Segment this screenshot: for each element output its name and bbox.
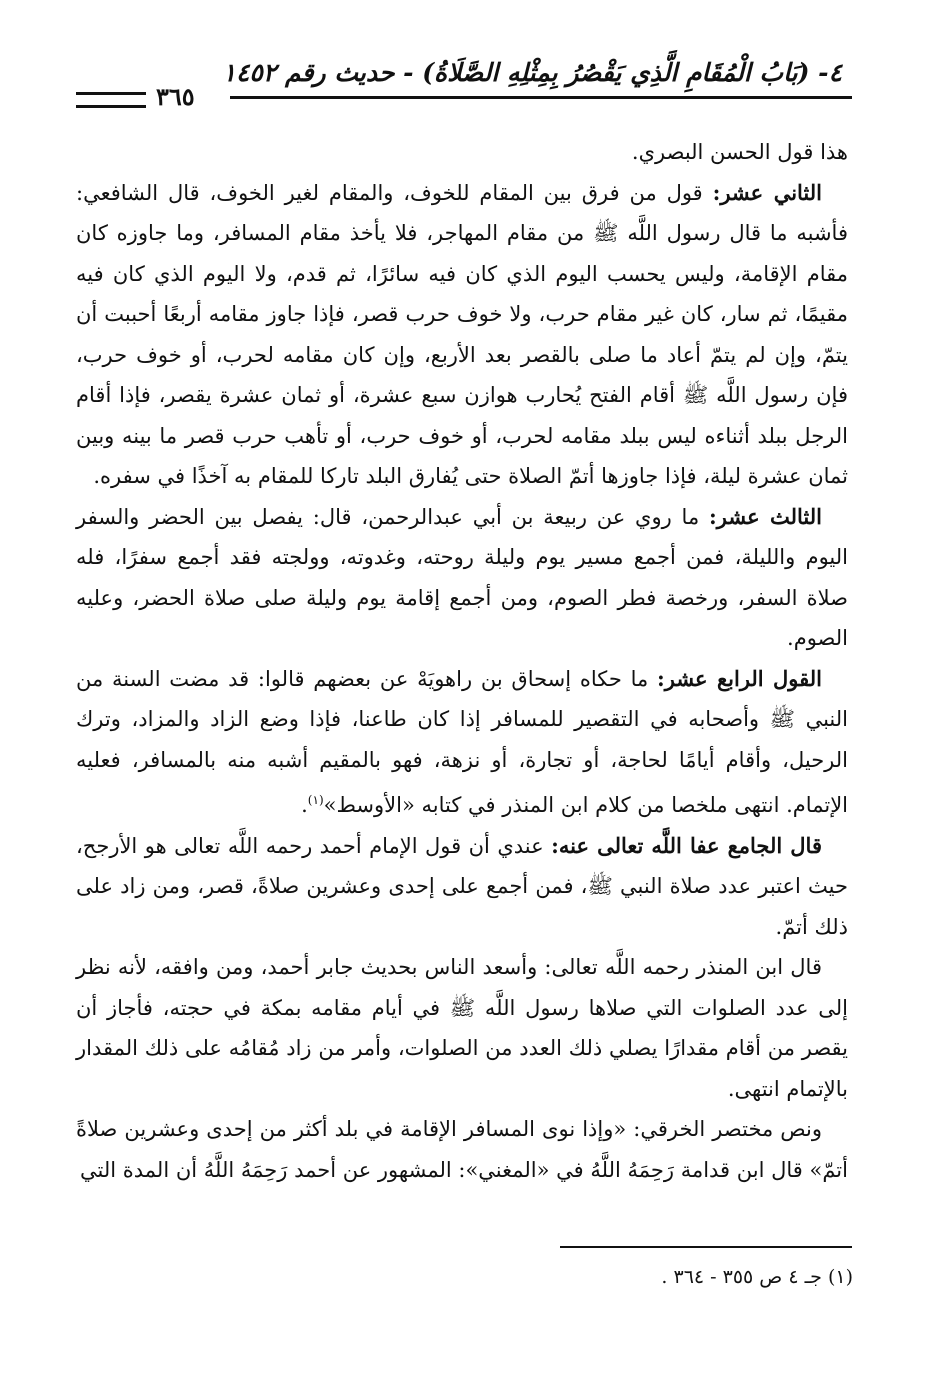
paragraph-text: ونص مختصر الخرقي: «وإذا نوى المسافر الإقامة في بلد أكثر من إحدى وعشرين صلاةً أتمّ» قال ابن قدامة رَحِمَهُ اللَّهُ في «المغني»: المشهور عن أحمد رَحِمَهُ اللَّهُ أن المدة التي — [76, 1117, 848, 1182]
page-header — [72, 52, 852, 112]
paragraph-label: قال الجامع عفا اللَّه تعالى عنه: — [551, 832, 822, 858]
paragraph-text: ما حكاه إسحاق بن راهويَهْ عن بعضهم قالوا: قد مضت السنة من النبي ﷺ وأصحابه في التقصير للمسافر إذا كان طاعنا، فإذا وضع الزاد والمزاد، وترك الرحيل، وأقام أيامًا لحاجة، أو تجارة، أو نزهة، فهو بالمقيم أشبه منه بالمسافر، فعليه الإتمام. انتهى ملخصا من كلام ابن المنذر في كتابه «الأوسط» — [76, 666, 848, 817]
paragraph — [76, 659, 848, 826]
page-number: ٣٦٥ — [156, 82, 195, 111]
paragraph-label: الثاني عشر: — [712, 179, 823, 205]
paragraph — [76, 173, 848, 497]
header-double-rule — [76, 92, 146, 108]
paragraph-text: عندي أن قول الإمام أحمد رحمه اللَّه تعالى هو الأرجح، حيث اعتبر عدد صلاة النبي ﷺ، فمن أجمع على إحدى وعشرين صلاةً، قصر، ومن زاد على ذلك أتمّ. — [76, 833, 848, 939]
paragraph-text: قول من فرق بين المقام للخوف، والمقام لغير الخوف، قال الشافعي: فأشبه ما قال رسول اللَّه ﷺ من مقام المهاجر، فلا يأخذ مقام المسافر، وما جاوزه كان مقام الإقامة، وليس يحسب اليوم الذي كان فيه سائرًا، ثم قدم، ولا اليوم الذي كان فيه مقيمًا، ثم سار، كان غير مقام حرب، ولا خوف حرب قصر، فإذا جاوز مقامه أربعًا أحببت أن يتمّ، وإن لم يتمّ أعاد ما صلى بالقصر بعد الأربع، وإن كان مقامه لحرب، أو خوف حرب، فإن رسول اللَّه ﷺ أقام الفتح يُحارب هوازن سبع عشرة، أو ثمان عشرة يقصر، فإذا أقام الرجل ببلد أثناءه ليس ببلد مقامه لحرب، أو خوف حرب، أو تأهب حرب قصر ما بينه وبين ثمان عشرة ليلة، فإذا جاوزها أتمّ الصلاة حتى يُفارق البلد تاركا للمقام به آخذًا في سفره. — [76, 180, 848, 488]
footnote-reference: (١) — [307, 793, 324, 807]
paragraph-end: . — [301, 793, 308, 817]
paragraph — [76, 1109, 848, 1190]
paragraph — [76, 132, 848, 173]
paragraph-text: قال ابن المنذر رحمه اللَّه تعالى: وأسعد الناس بحديث جابر أحمد، ومن وافقه، لأنه نظر إلى عدد الصلوات التي صلاها رسول اللَّه ﷺ في أيام مقامه بمكة في حجته، فأجاز أن يقصر من أقام مقدارًا يصلي ذلك العدد من الصلوات، وأمر من زاد مُقامُه على ذلك المقدار بالإتمام انتهى. — [76, 955, 848, 1101]
paragraph — [76, 947, 848, 1109]
footnote-separator — [560, 1246, 852, 1248]
header-rule — [230, 96, 852, 99]
paragraph-text: ما روي عن ربيعة بن أبي عبدالرحمن، قال: يفصل بين الحضر والسفر اليوم والليلة، فمن أجمع مسير يوم وليلة روحته، وغدوته، وولجته فقد أجمع سفرًا، فله صلاة السفر، ورخصة فطر الصوم، ومن أجمع إقامة يوم وليلة صلى صلاة الحضر، وعليه الصوم. — [76, 504, 848, 650]
paragraph-label: الثالث عشر: — [709, 503, 823, 529]
running-title: ٤- (بَابُ الْمُقَامِ الَّذِي يَقْصُرُ بِمِثْلِهِ الصَّلَاةُ) - حديث رقم ١٤٥٢ — [222, 58, 842, 87]
paragraph — [76, 826, 848, 948]
paragraph-label: القول الرابع عشر: — [656, 665, 822, 691]
paragraph — [76, 497, 848, 659]
paragraph-text: هذا قول الحسن البصري. — [631, 140, 848, 164]
main-text — [76, 132, 848, 1190]
footnote: (١) جـ ٤ ص ٣٥٥ - ٣٦٤ . — [661, 1266, 853, 1288]
